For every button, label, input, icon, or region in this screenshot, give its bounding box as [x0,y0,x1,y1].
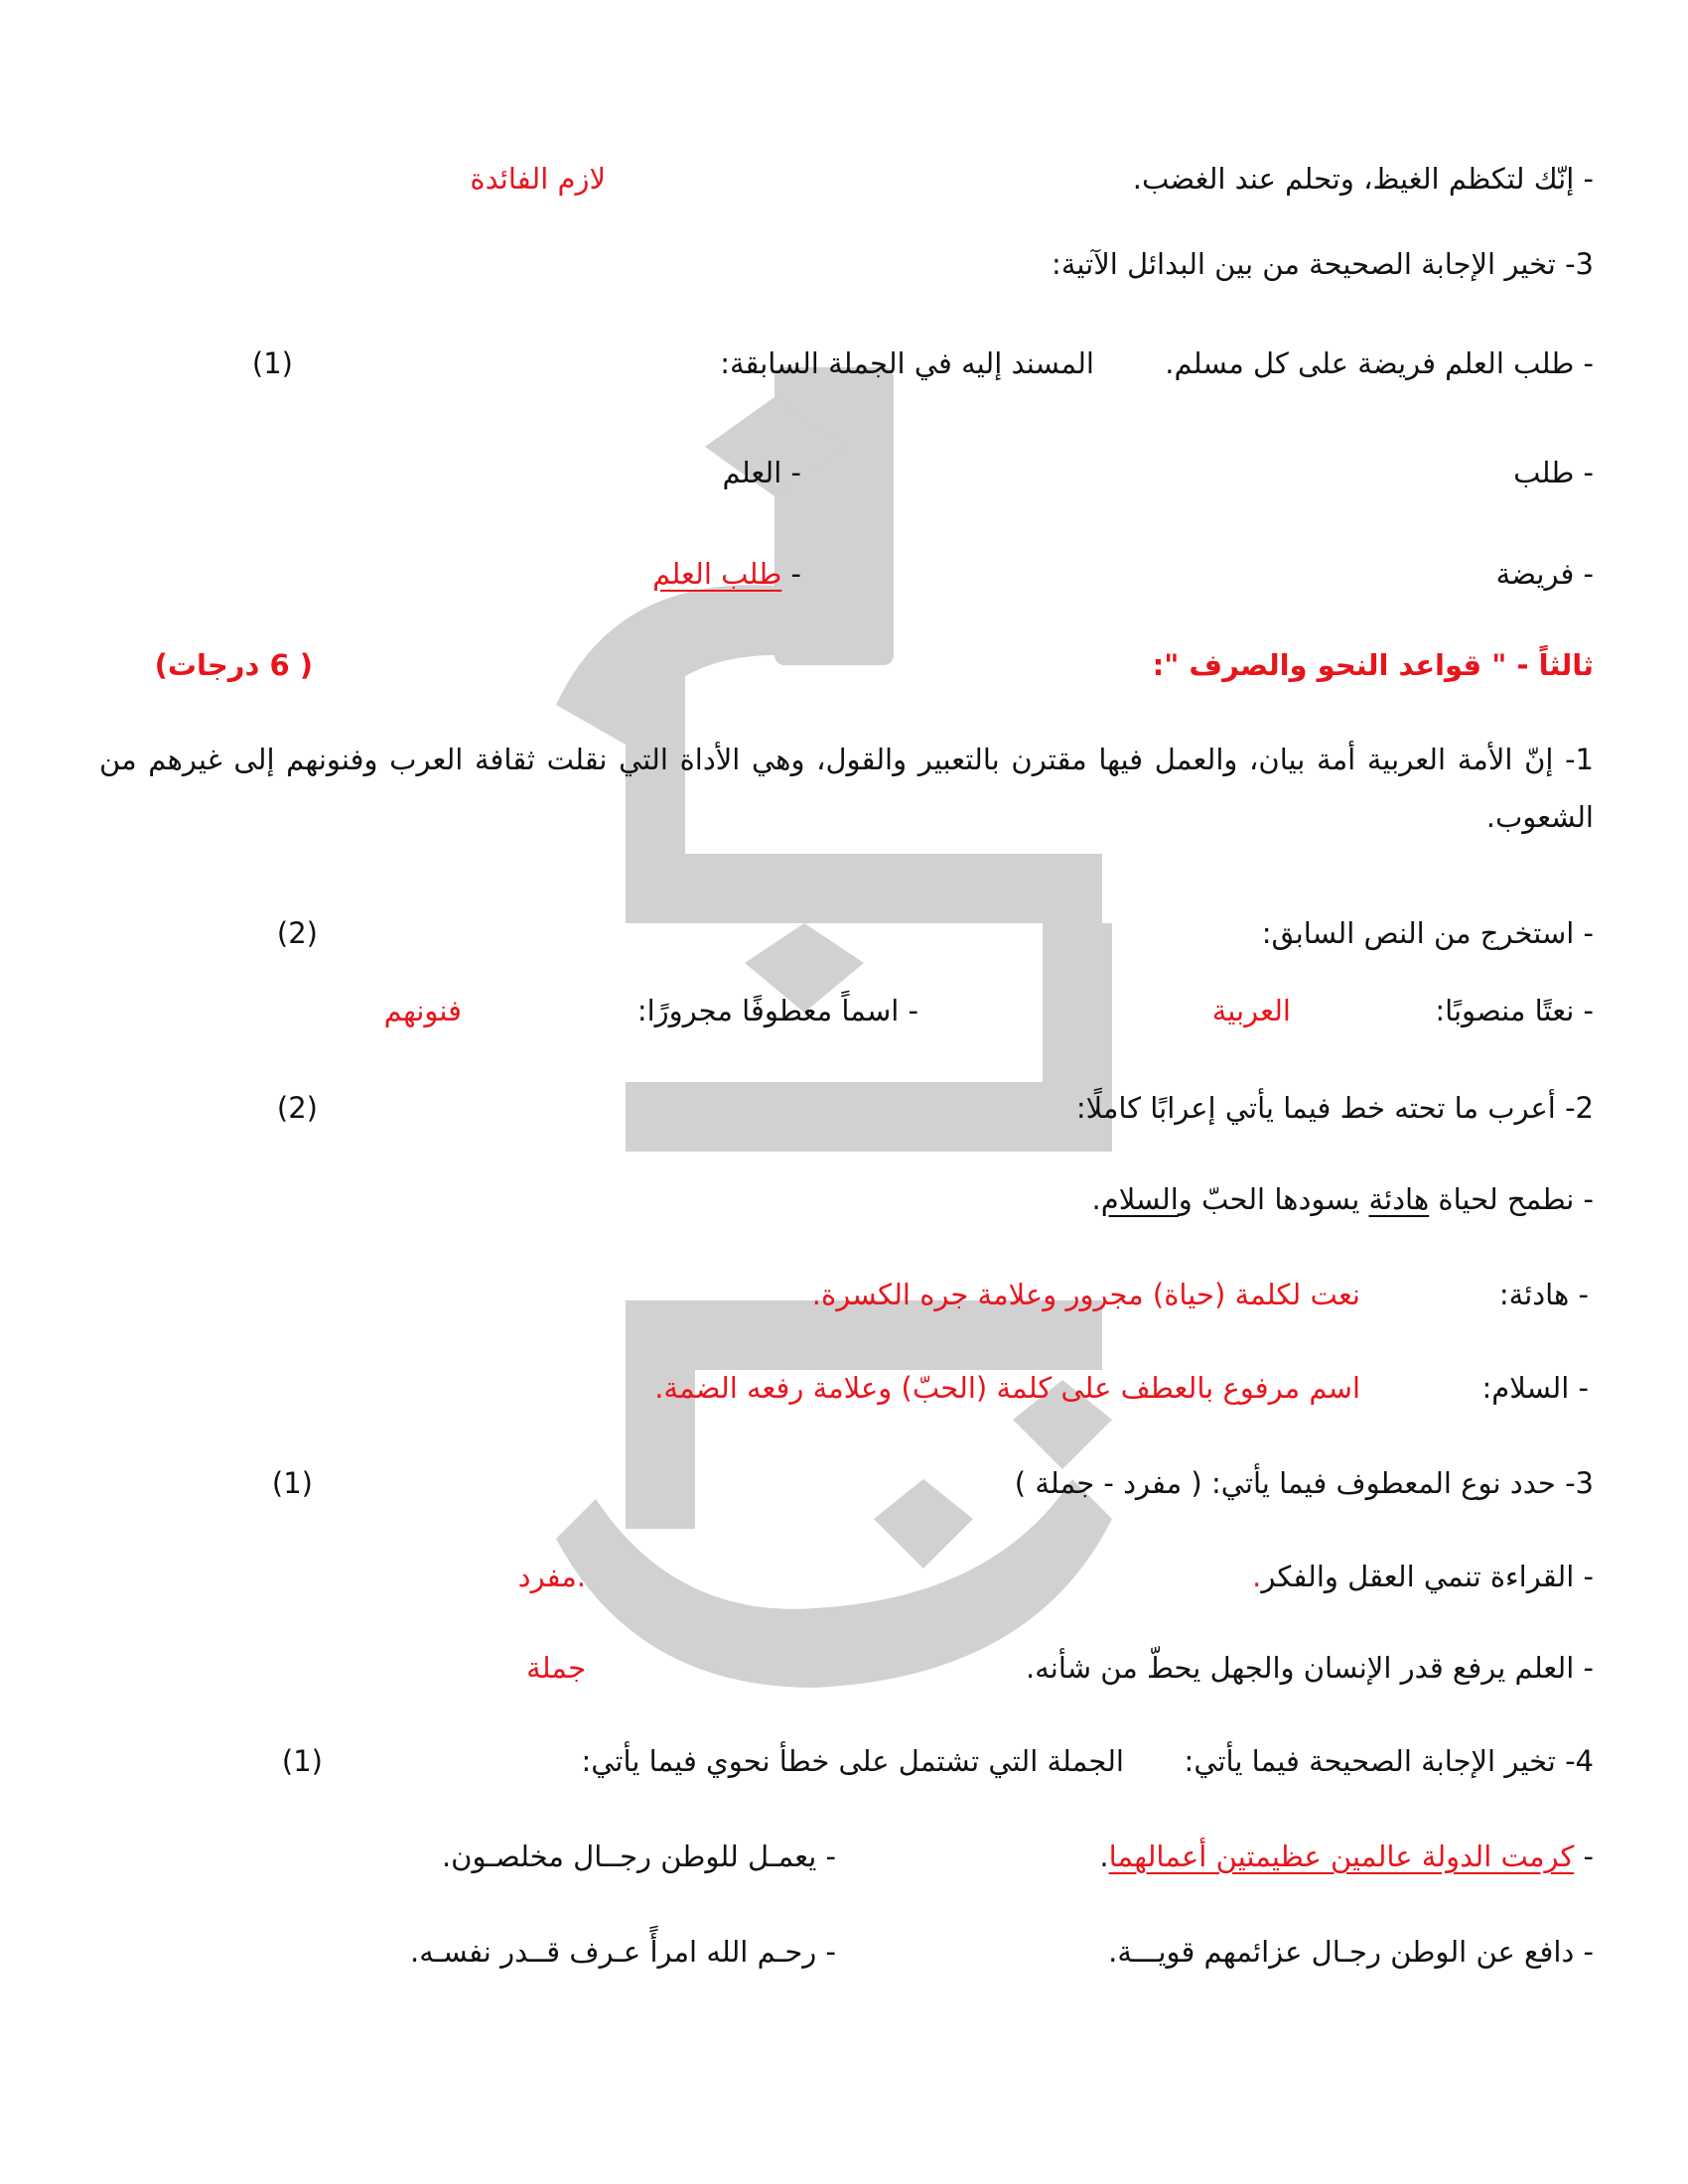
mark-label: (2) [276,1091,318,1125]
mark-label: (1) [281,1744,323,1778]
question-prompt: الجملة التي تشتمل على خطأ نحوي فيما يأتي: [581,1744,1124,1778]
option-d [652,554,801,594]
option-c: - فريضة [1495,557,1594,591]
option-d-answer: طلب العلم [652,557,782,591]
item-label: - اسماً معطوفًا مجرورًا: [636,994,918,1027]
question-title: 2- أعرب ما تحته خط فيما يأتي إعرابًا كاملًا: [1075,1091,1594,1125]
question-sentence: - طلب العلم فريضة على كل مسلم. [1165,346,1594,380]
answer-text: لازم الفائدة [470,162,606,196]
option-d: - رحـم الله امرأً عـرف قــدر نفسـه. [409,1935,836,1969]
question-title: 4- تخير الإجابة الصحيحة فيما يأتي: [1184,1744,1594,1778]
example-sentence [1252,1557,1594,1596]
option-a-answer: كرمت الدولة عالمين عظيمتين أعمالهما [1108,1840,1575,1873]
question-prompt: المسند إليه في الجملة السابقة: [720,346,1094,380]
example-sentence: - العلم يرفع قدر الإنسان والجهل يحطّ من شأنه. [1026,1651,1594,1685]
section-title: ثالثاً - " قواعد النحو والصرف ": [1152,648,1594,682]
answer-text: فنونهم [383,994,462,1027]
sentence-line [1133,159,1594,199]
sentence-text: - القراءة تنمي العقل والفكر [1261,1560,1594,1593]
underlined-word: السلام [1100,1182,1179,1216]
option-dash: - [790,557,801,591]
sentence-dot: . [1252,1560,1262,1593]
option-a: - طلب [1513,456,1594,489]
option-b: - العلم [722,456,801,489]
item-label: - السلام: [1481,1371,1589,1405]
section-marks: ( 6 درجات) [154,648,313,682]
option-a [1099,1837,1594,1876]
answer-text: جملة [526,1651,586,1685]
question-sentence: - إنّك لتكظم الغيظ، وتحلم عند الغضب. [1132,162,1594,196]
mark-label: (2) [276,916,318,950]
mark-label: (1) [271,1466,313,1500]
question-paragraph: 1- إنّ الأمة العربية أمة بيان، والعمل فيها مقترن بالتعبير والقول، وهي الأداة التي نقلت ثقافة العرب وفنونهم إلى غيرهم من الشعوب. [99,743,1594,834]
sentence-end: . [1091,1182,1101,1216]
option-b: - يعمـل للوطن رجــال مخلصـون. [441,1840,836,1873]
mark-label: (1) [251,346,293,380]
underlined-word: هادئة [1368,1182,1430,1216]
question-title: 3- تخير الإجابة الصحيحة من بين البدائل الآتية: [1052,247,1594,281]
answer-text: العربية [1211,994,1291,1027]
sentence-part: - نطمح لحياة [1438,1182,1594,1216]
answer-text: .مفرد [517,1560,586,1593]
item-label: - هادئة: [1498,1278,1589,1311]
sentence-part: يسودها الحبّ و [1178,1182,1360,1216]
example-sentence [1092,1179,1594,1219]
sentence-end: . [1099,1840,1109,1873]
answer-text: اسم مرفوع بالعطف على كلمة (الحبّ) وعلامة رفعه الضمة. [654,1371,1360,1405]
question-title: 3- حدد نوع المعطوف فيما يأتي: ( مفرد - جملة ) [1014,1466,1594,1500]
option-dash: - [1583,1840,1594,1873]
answer-text: نعت لكلمة (حياة) مجرور وعلامة جره الكسرة. [811,1278,1360,1311]
option-c: - دافع عن الوطن رجـال عزائمهم قويـــة. [1108,1935,1594,1969]
item-label: - نعتًا منصوبًا: [1435,994,1594,1027]
question-instruction: - استخرج من النص السابق: [1261,916,1594,950]
